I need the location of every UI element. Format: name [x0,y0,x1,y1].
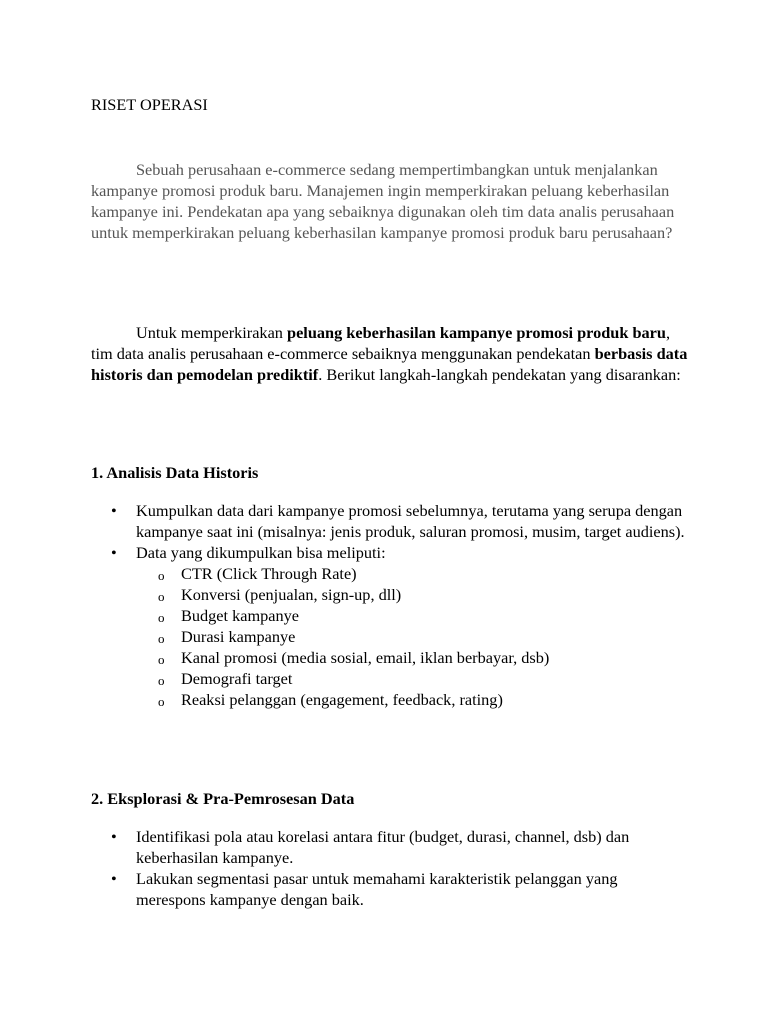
list-item-text: Data yang dikumpulkan bisa meliputi: [136,543,386,562]
intro-text-2: , tim data analis perusahaan e-commerce sebaiknya menggunakan pendekatan [91,323,671,363]
section-heading-1: 1. Analisis Data Historis [91,463,259,482]
document-title: RISET OPERASI [91,95,208,114]
intro-text-1: Untuk memperkirakan [136,323,288,342]
sub-list-item [136,563,691,584]
intro-bold-2: berbasis data historis dan pemodelan prediktif [91,344,688,384]
list-item-text: Lakukan segmentasi pasar untuk memahami karakteristik pelanggan yang merespons kampanye dengan baik. [136,869,618,909]
section-heading-2: 2. Eksplorasi & Pra-Pemrosesan Data [91,789,355,808]
section-2-list [91,826,691,910]
bullet-icon: • [111,501,117,520]
sub-list-item [136,626,691,647]
circle-bullet-icon: o [158,631,165,646]
bullet-icon: • [111,827,117,846]
bullet-icon: • [111,869,117,888]
question-paragraph: Sebuah perusahaan e-commerce sedang mempertimbangkan untuk menjalankan kampanye promosi produk baru. Manajemen ingin memperkirakan peluang keberhasilan kampanye ini. Pendekatan apa yang sebaiknya digunakan oleh tim data analis perusahaan untuk memperkirakan peluang keberhasilan kampanye promosi produk baru perusahaan? [91,160,675,242]
circle-bullet-icon: o [158,652,165,667]
intro-text-3: . Berikut langkah-langkah pendekatan yang disarankan: [318,365,681,384]
list-item [91,500,691,542]
sub-list-item-text: Budget kampanye [181,606,300,625]
sub-list-item-text: CTR (Click Through Rate) [181,564,357,583]
sub-list-item [136,647,691,668]
circle-bullet-icon: o [158,610,165,625]
list-item [91,868,691,910]
circle-bullet-icon: o [158,568,165,583]
sub-list-item-text: Kanal promosi (media sosial, email, iklan berbayar, dsb) [181,648,550,667]
list-item-text: Kumpulkan data dari kampanye promosi sebelumnya, terutama yang serupa dengan kampanye saat ini (misalnya: jenis produk, saluran promosi, musim, target audiens). [136,501,685,541]
sub-list-item-text: Durasi kampanye [181,627,296,646]
sub-list-item-text: Demografi target [181,669,293,688]
circle-bullet-icon: o [158,673,165,688]
list-item-text: Identifikasi pola atau korelasi antara fitur (budget, durasi, channel, dsb) dan keberhasilan kampanye. [136,827,630,867]
section-1-list [91,500,691,710]
sub-list-item [136,584,691,605]
sub-list-item [136,605,691,626]
circle-bullet-icon: o [158,589,165,604]
sub-list [136,563,691,710]
sub-list-item-text: Konversi (penjualan, sign-up, dll) [181,585,402,604]
list-item [91,826,691,868]
circle-bullet-icon: o [158,694,165,709]
list-item [91,542,691,710]
sub-list-item [136,668,691,689]
intro-bold-1: peluang keberhasilan kampanye promosi produk baru [287,323,666,342]
sub-list-item-text: Reaksi pelanggan (engagement, feedback, rating) [181,690,503,709]
bullet-icon: • [111,543,117,562]
intro-paragraph [91,322,691,385]
sub-list-item [136,689,691,710]
